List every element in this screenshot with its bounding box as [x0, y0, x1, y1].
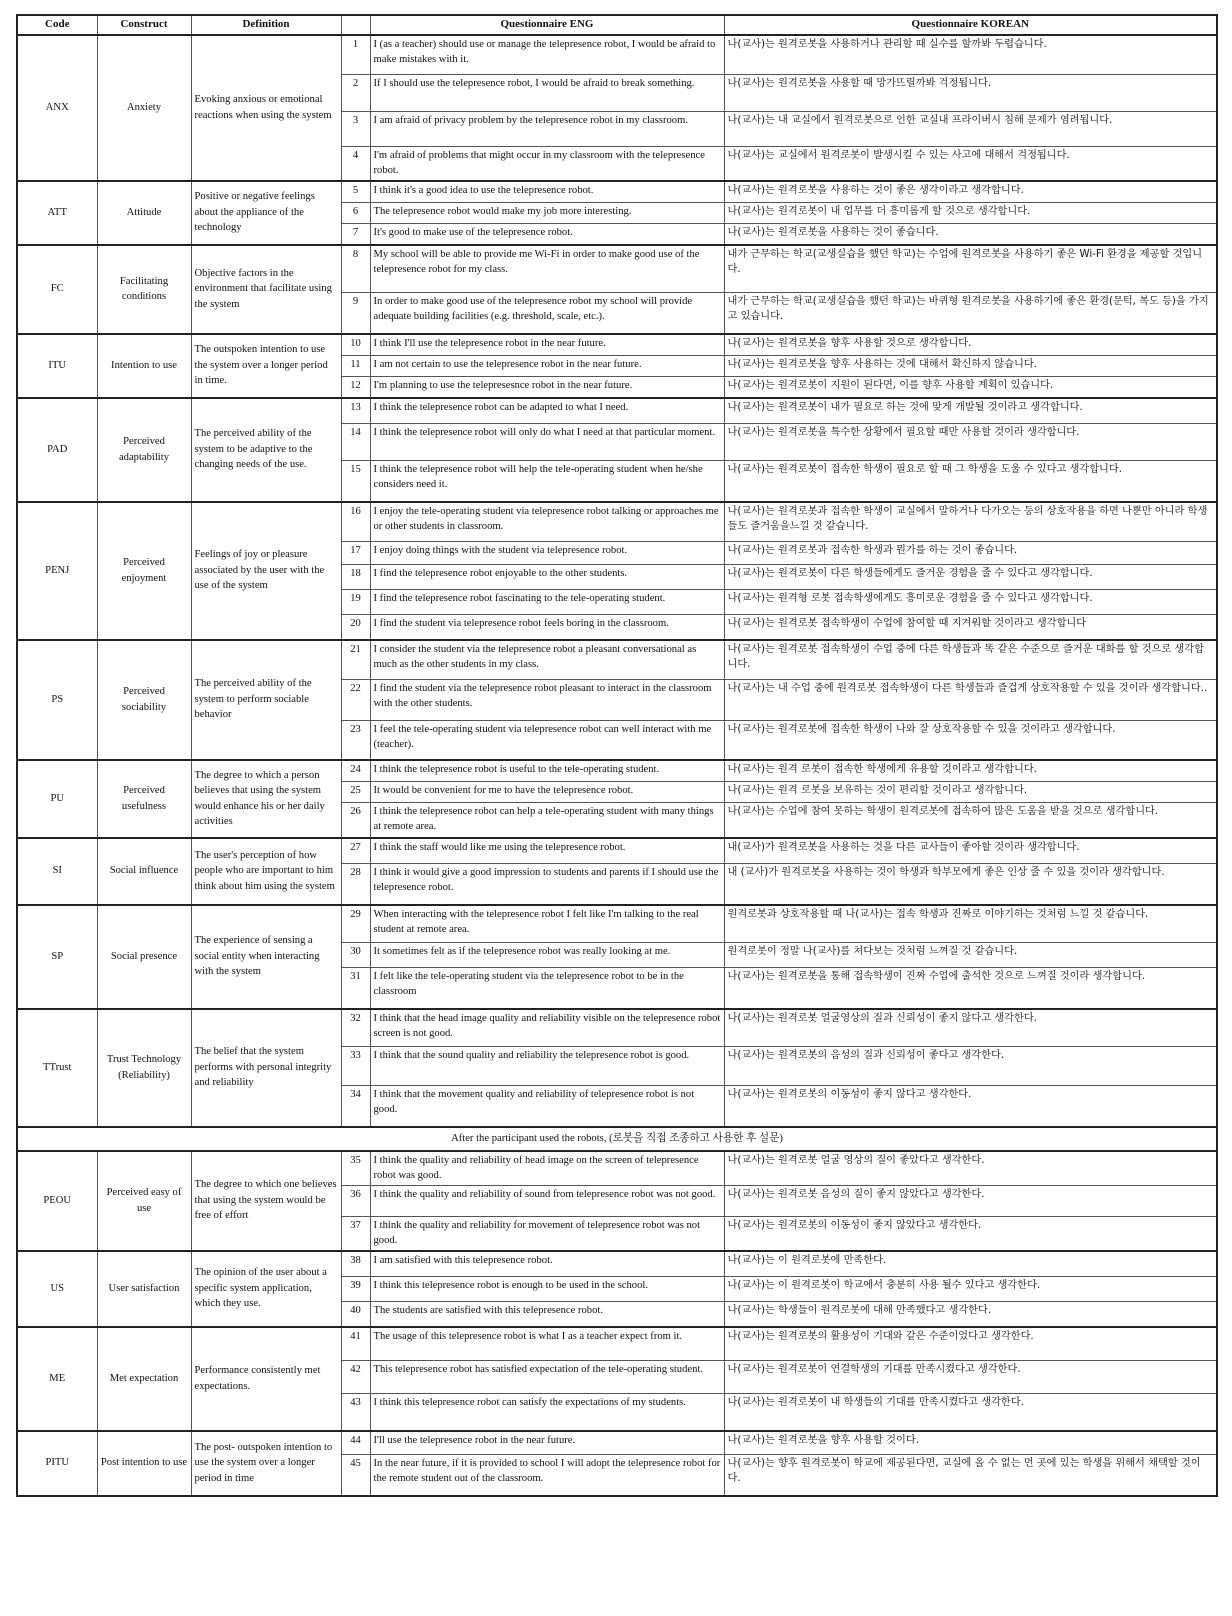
item-number: 29: [341, 905, 370, 943]
questionnaire-item-row: [17, 398, 1217, 424]
item-korean-text: 나(교사)는 원격 로봇이 접속한 학생에게 유용할 것이라고 생각합니다.: [724, 760, 1217, 782]
header-construct: Construct: [97, 15, 191, 35]
construct-code: PU: [17, 760, 97, 838]
section-note-row: [17, 1127, 1217, 1151]
item-number: 16: [341, 502, 370, 542]
item-korean-text: 나(교사)는 원격로봇이 내 업무를 더 흥미롭게 할 것으로 생각합니다.: [724, 202, 1217, 223]
construct-definition: The perceived ability of the system to perform sociable behavior: [191, 640, 341, 760]
construct-name: Social influence: [97, 838, 191, 905]
construct-name: Intention to use: [97, 334, 191, 398]
item-korean-text: 나(교사)는 원격형 로봇 접속학생에게도 흥미로운 경험을 줄 수 있다고 생각합니다.: [724, 589, 1217, 614]
questionnaire-item-row: [17, 502, 1217, 542]
item-number: 3: [341, 111, 370, 146]
construct-name: Perceived easy of use: [97, 1151, 191, 1251]
header-code: Code: [17, 15, 97, 35]
item-number: 7: [341, 223, 370, 245]
item-english-text: I consider the student via the telepresence robot a pleasant conversational as much as the other students in my class.: [370, 640, 724, 680]
item-korean-text: 나(교사)는 원격로봇의 활용성이 기대와 같은 수준이었다고 생각한다.: [724, 1327, 1217, 1361]
header-questionnaire-korean: Questionnaire KOREAN: [724, 15, 1217, 35]
item-english-text: When interacting with the telepresence robot I felt like I'm talking to the real student at remote area.: [370, 905, 724, 943]
item-english-text: I think this telepresence robot is enough to be used in the school.: [370, 1276, 724, 1301]
questionnaire-item-row: [17, 905, 1217, 943]
item-number: 27: [341, 838, 370, 864]
item-korean-text: 나(교사)는 원격로봇을 통해 접속학생이 진짜 수업에 출석한 것으로 느껴질 것이라 생각합니다.: [724, 967, 1217, 1009]
questionnaire-item-row: [17, 181, 1217, 203]
item-english-text: I think this telepresence robot can satisfy the expectations of my students.: [370, 1393, 724, 1431]
item-number: 19: [341, 589, 370, 614]
item-korean-text: 나(교사)는 원격로봇을 향후 사용할 것으로 생각합니다.: [724, 334, 1217, 356]
item-english-text: I find the telepresence robot enjoyable to the other students.: [370, 564, 724, 589]
construct-code: PITU: [17, 1431, 97, 1496]
construct-code: ME: [17, 1327, 97, 1431]
header-definition: Definition: [191, 15, 341, 35]
item-korean-text: 나(교사)는 원격로봇을 사용하거나 관리할 때 실수를 할까봐 두렵습니다.: [724, 35, 1217, 75]
construct-name: Trust Technology (Reliability): [97, 1009, 191, 1127]
item-korean-text: 나(교사)는 수업에 참여 못하는 학생이 원격로봇에 접속하여 많은 도움을 받을 것으로 생각합니다.: [724, 802, 1217, 838]
item-english-text: I am not certain to use the telepresence robot in the near future.: [370, 355, 724, 376]
item-korean-text: 내가 근무하는 학교(교생실습을 했던 학교)는 바퀴형 원격로봇을 사용하기에 좋은 환경(문턱, 복도 등)을 가지고 있습니다.: [724, 292, 1217, 334]
item-korean-text: 나(교사)는 원격로봇의 음성의 질과 신뢰성이 좋다고 생각한다.: [724, 1046, 1217, 1085]
item-english-text: I think the quality and reliability for movement of telepresence robot was not good.: [370, 1216, 724, 1251]
item-korean-text: 나(교사)는 원격로봇이 연결학생의 기대를 만족시켰다고 생각한다.: [724, 1360, 1217, 1393]
item-english-text: This telepresence robot has satisfied expectation of the tele-operating student.: [370, 1360, 724, 1393]
item-korean-text: 나(교사)는 원격로봇 접속학생이 수업에 참여할 때 지겨워할 것이라고 생각합니다: [724, 614, 1217, 640]
header-questionnaire-eng: Questionnaire ENG: [370, 15, 724, 35]
item-number: 4: [341, 146, 370, 181]
construct-code: PEOU: [17, 1151, 97, 1251]
item-korean-text: 나(교사)는 원격로봇을 사용하는 것이 좋습니다.: [724, 223, 1217, 245]
construct-definition: The opinion of the user about a specific system application, which they use.: [191, 1251, 341, 1327]
item-korean-text: 원격로봇이 정말 나(교사)를 쳐다보는 것처럼 느껴질 것 같습니다.: [724, 942, 1217, 967]
item-english-text: If I should use the telepresence robot, I would be afraid to break something.: [370, 74, 724, 111]
item-english-text: I think the telepresence robot will only do what I need at that particular moment.: [370, 423, 724, 460]
item-korean-text: 나(교사)는 원격로봇이 접속한 학생이 필요로 할 때 그 학생을 도울 수 있다고 생각합니다.: [724, 460, 1217, 502]
item-korean-text: 나(교사)는 원격로봇 음성의 질이 좋지 않았다고 생각한다.: [724, 1185, 1217, 1216]
item-korean-text: 나(교사)는 원격로봇과 접속한 학생과 뭔가를 하는 것이 좋습니다.: [724, 541, 1217, 564]
questionnaire-item-row: [17, 1327, 1217, 1361]
item-english-text: I think the quality and reliability of sound from telepresence robot was not good.: [370, 1185, 724, 1216]
item-english-text: I'll use the telepresence robot in the near future.: [370, 1431, 724, 1455]
item-korean-text: 나(교사)는 원격 로봇을 보유하는 것이 편리할 것이라고 생각합니다.: [724, 781, 1217, 802]
item-english-text: It's good to make use of the telepresence robot.: [370, 223, 724, 245]
item-english-text: I think the telepresence robot can help a tele-operating student with many things at remote area.: [370, 802, 724, 838]
construct-definition: The post- outspoken intention to use the system over a longer period in time: [191, 1431, 341, 1496]
item-korean-text: 나(교사)는 교실에서 원격로봇이 발생시킬 수 있는 사고에 대해서 걱정됩니다.: [724, 146, 1217, 181]
questionnaire-item-row: [17, 1251, 1217, 1277]
item-number: 2: [341, 74, 370, 111]
item-english-text: I think that the sound quality and reliability the telepresence robot is good.: [370, 1046, 724, 1085]
header-number: [341, 15, 370, 35]
questionnaire-item-row: [17, 334, 1217, 356]
questionnaire-item-row: [17, 1151, 1217, 1186]
item-number: 36: [341, 1185, 370, 1216]
item-english-text: I think the staff would like me using the telepresence robot.: [370, 838, 724, 864]
item-english-text: I think the telepresence robot will help the tele-operating student when he/she considers need it.: [370, 460, 724, 502]
item-korean-text: 나(교사)는 내 교실에서 원격로봇으로 인한 교실내 프라이버시 침해 문제가 염려됩니다.: [724, 111, 1217, 146]
questionnaire-item-row: [17, 1431, 1217, 1455]
construct-definition: The belief that the system performs with personal integrity and reliability: [191, 1009, 341, 1127]
construct-definition: Positive or negative feelings about the appliance of the technology: [191, 181, 341, 245]
construct-name: Social presence: [97, 905, 191, 1009]
item-english-text: I think I'll use the telepresence robot in the near future.: [370, 334, 724, 356]
construct-definition: Feelings of joy or pleasure associated by the user with the use of the system: [191, 502, 341, 640]
item-english-text: I felt like the tele-operating student via the telepresence robot to be in the classroom: [370, 967, 724, 1009]
item-number: 8: [341, 245, 370, 293]
item-number: 39: [341, 1276, 370, 1301]
item-english-text: I find the student via the telepresence robot pleasant to interact in the classroom with the other students.: [370, 679, 724, 720]
item-english-text: It would be convenient for me to have the telepresence robot.: [370, 781, 724, 802]
questionnaire-item-row: [17, 838, 1217, 864]
item-number: 35: [341, 1151, 370, 1186]
item-english-text: I enjoy doing things with the student via telepresence robot.: [370, 541, 724, 564]
item-number: 42: [341, 1360, 370, 1393]
item-korean-text: 나(교사)는 원격로봇을 특수한 상황에서 필요할 때만 사용할 것이라 생각합니다.: [724, 423, 1217, 460]
item-number: 33: [341, 1046, 370, 1085]
item-korean-text: 나(교사)는 이 원격로봇에 만족한다.: [724, 1251, 1217, 1277]
item-number: 31: [341, 967, 370, 1009]
construct-definition: The degree to which one believes that using the system would be free of effort: [191, 1151, 341, 1251]
item-korean-text: 나(교사)는 원격로봇 얼굴영상의 질과 신뢰성이 좋지 않다고 생각한다.: [724, 1009, 1217, 1047]
item-korean-text: 나(교사)는 원격로봇을 사용하는 것이 좋은 생각이라고 생각합니다.: [724, 181, 1217, 203]
questionnaire-item-row: [17, 640, 1217, 680]
questionnaire-table: [16, 14, 1218, 1497]
item-number: 12: [341, 376, 370, 398]
construct-name: Perceived usefulness: [97, 760, 191, 838]
item-english-text: In order to make good use of the telepresence robot my school will provide adequate building facilities (e.g. threshold, scale, etc.).: [370, 292, 724, 334]
construct-code: SP: [17, 905, 97, 1009]
item-korean-text: 나(교사)는 원격로봇이 내 학생들의 기대를 만족시켰다고 생각한다.: [724, 1393, 1217, 1431]
construct-name: Anxiety: [97, 35, 191, 181]
item-english-text: I'm planning to use the telepresesnce robot in the near future.: [370, 376, 724, 398]
item-english-text: In the near future, if it is provided to school I will adopt the telepresence robot for the remote student out of the classroom.: [370, 1454, 724, 1496]
questionnaire-document: [16, 14, 1216, 1497]
item-korean-text: 원격로봇과 상호작용할 때 나(교사)는 접속 학생과 진짜로 이야기하는 것처럼 느낄 것 같습니다.: [724, 905, 1217, 943]
item-number: 30: [341, 942, 370, 967]
item-korean-text: 나(교사)는 원격로봇에 접속한 학생이 나와 잘 상호작용할 수 있을 것이라고 생각합니다.: [724, 720, 1217, 760]
item-korean-text: 나(교사)는 원격로봇을 사용할 때 망가뜨릴까봐 걱정됩니다.: [724, 74, 1217, 111]
item-number: 24: [341, 760, 370, 782]
item-korean-text: 나(교사)는 원격로봇이 지원이 된다면, 이를 향후 사용할 계획이 있습니다.: [724, 376, 1217, 398]
pre-use-section: [17, 35, 1217, 1127]
item-number: 28: [341, 863, 370, 905]
item-korean-text: 나(교사)는 원격로봇의 이동성이 좋지 않다고 생각한다.: [724, 1085, 1217, 1127]
item-korean-text: 나(교사)는 원격로봇을 향후 사용할 것이다.: [724, 1431, 1217, 1455]
item-korean-text: 나(교사)는 이 원격로봇이 학교에서 충분히 사용 될수 있다고 생각한다.: [724, 1276, 1217, 1301]
item-english-text: The students are satisfied with this telepresence robot.: [370, 1301, 724, 1327]
item-korean-text: 내가 근무하는 학교(교생실습을 했던 학교)는 수업에 원격로봇을 사용하기 좋은 Wi-Fi 환경을 제공할 것입니다.: [724, 245, 1217, 293]
item-english-text: I find the telepresence robot fascinating to the tele-operating student.: [370, 589, 724, 614]
construct-definition: The experience of sensing a social entity when interacting with the system: [191, 905, 341, 1009]
construct-code: PAD: [17, 398, 97, 502]
construct-name: User satisfaction: [97, 1251, 191, 1327]
header-row: [17, 15, 1217, 35]
item-number: 18: [341, 564, 370, 589]
item-korean-text: 나(교사)는 원격로봇이 내가 필요로 하는 것에 맞게 개발될 것이라고 생각합니다.: [724, 398, 1217, 424]
item-number: 5: [341, 181, 370, 203]
item-korean-text: 나(교사)는 원격로봇 얼굴 영상의 질이 좋았다고 생각한다.: [724, 1151, 1217, 1186]
item-english-text: I'm afraid of problems that might occur in my classroom with the telepresence robot.: [370, 146, 724, 181]
item-number: 22: [341, 679, 370, 720]
item-english-text: I enjoy the tele-operating student via telepresence robot talking or approaches me or other students in classroom.: [370, 502, 724, 542]
item-english-text: The usage of this telepresence robot is what I as a teacher expect from it.: [370, 1327, 724, 1361]
item-number: 26: [341, 802, 370, 838]
item-english-text: My school will be able to provide me Wi-Fi in order to make good use of the telepresence robot for my class.: [370, 245, 724, 293]
construct-code: ATT: [17, 181, 97, 245]
construct-name: Attitude: [97, 181, 191, 245]
construct-definition: Objective factors in the environment that facilitate using the system: [191, 245, 341, 334]
item-number: 20: [341, 614, 370, 640]
section-note: After the participant used the robots, (로봇을 직접 조종하고 사용한 후 설문): [17, 1127, 1217, 1151]
construct-name: Perceived adaptability: [97, 398, 191, 502]
item-number: 1: [341, 35, 370, 75]
item-korean-text: 내 (교사)가 원격로봇을 사용하는 것이 학생과 학부모에게 좋은 인상 줄 수 있을 것이라 생각합니다.: [724, 863, 1217, 905]
item-number: 13: [341, 398, 370, 424]
construct-code: TTrust: [17, 1009, 97, 1127]
item-number: 44: [341, 1431, 370, 1455]
item-english-text: I think that the movement quality and reliability of telepresence robot is not good.: [370, 1085, 724, 1127]
item-number: 15: [341, 460, 370, 502]
construct-code: FC: [17, 245, 97, 334]
construct-code: ANX: [17, 35, 97, 181]
item-english-text: I think the telepresence robot is useful to the tele-operating student.: [370, 760, 724, 782]
item-korean-text: 나(교사)는 원격로봇의 이동성이 좋지 않았다고 생각한다.: [724, 1216, 1217, 1251]
item-number: 37: [341, 1216, 370, 1251]
questionnaire-item-row: [17, 35, 1217, 75]
construct-definition: Evoking anxious or emotional reactions when using the system: [191, 35, 341, 181]
construct-name: Post intention to use: [97, 1431, 191, 1496]
item-english-text: It sometimes felt as if the telepresence robot was really looking at me.: [370, 942, 724, 967]
construct-code: PENJ: [17, 502, 97, 640]
construct-definition: The degree to which a person believes that using the system would enhance his or her daily activities: [191, 760, 341, 838]
construct-code: PS: [17, 640, 97, 760]
questionnaire-item-row: [17, 1009, 1217, 1047]
item-korean-text: 나(교사)는 원격로봇이 다른 학생들에게도 즐거운 경험을 줄 수 있다고 생각합니다.: [724, 564, 1217, 589]
item-korean-text: 나(교사)는 원격로봇 접속학생이 수업 중에 다른 학생들과 똑 같은 수준으로 즐거운 대화를 할 것으로 생각합니다.: [724, 640, 1217, 680]
item-number: 25: [341, 781, 370, 802]
item-english-text: I think the quality and reliability of head image on the screen of telepresence robot was good.: [370, 1151, 724, 1186]
item-english-text: I am satisfied with this telepresence robot.: [370, 1251, 724, 1277]
item-number: 38: [341, 1251, 370, 1277]
item-korean-text: 나(교사)는 향후 원격로봇이 학교에 제공된다면, 교실에 올 수 없는 먼 곳에 있는 학생을 위해서 채택할 것이다.: [724, 1454, 1217, 1496]
item-korean-text: 나(교사)는 학생들이 원격로봇에 대해 만족했다고 생각한다.: [724, 1301, 1217, 1327]
item-english-text: I think it would give a good impression to students and parents if I should use the telepresence robot.: [370, 863, 724, 905]
item-number: 23: [341, 720, 370, 760]
item-number: 45: [341, 1454, 370, 1496]
item-korean-text: 나(교사)는 내 수업 중에 원격로봇 접속학생이 다른 학생들과 즐겁게 상호작용할 수 있을 것이라 생각합니다..: [724, 679, 1217, 720]
construct-code: US: [17, 1251, 97, 1327]
item-number: 6: [341, 202, 370, 223]
post-use-section: [17, 1151, 1217, 1496]
construct-name: Perceived enjoyment: [97, 502, 191, 640]
item-number: 17: [341, 541, 370, 564]
item-korean-text: 나(교사)는 원격로봇과 접속한 학생이 교실에서 말하거나 다가오는 등의 상호작용을 하면 나뿐만 아니라 학생들도 즐거움을느낄 것 같습니다.: [724, 502, 1217, 542]
construct-name: Facilitating conditions: [97, 245, 191, 334]
note-section: [17, 1127, 1217, 1151]
item-english-text: I (as a teacher) should use or manage the telepresence robot, I would be afraid to make mistakes with it.: [370, 35, 724, 75]
item-korean-text: 나(교사)는 원격로봇을 향후 사용하는 것에 대해서 확신하지 않습니다.: [724, 355, 1217, 376]
item-english-text: I think the telepresence robot can be adapted to what I need.: [370, 398, 724, 424]
questionnaire-item-row: [17, 245, 1217, 293]
construct-definition: The perceived ability of the system to be adaptive to the changing needs of the use.: [191, 398, 341, 502]
construct-name: Met expectation: [97, 1327, 191, 1431]
item-number: 41: [341, 1327, 370, 1361]
item-english-text: I think it's a good idea to use the telepresence robot.: [370, 181, 724, 203]
construct-code: ITU: [17, 334, 97, 398]
construct-definition: The user's perception of how people who are important to him think about him using the system: [191, 838, 341, 905]
construct-definition: Performance consistently met expectations.: [191, 1327, 341, 1431]
item-number: 14: [341, 423, 370, 460]
item-english-text: The telepresence robot would make my job more interesting.: [370, 202, 724, 223]
item-number: 43: [341, 1393, 370, 1431]
item-number: 21: [341, 640, 370, 680]
construct-name: Perceived sociability: [97, 640, 191, 760]
item-korean-text: 내(교사)가 원격로봇을 사용하는 것을 다른 교사들이 좋아할 것이라 생각합니다.: [724, 838, 1217, 864]
construct-code: SI: [17, 838, 97, 905]
item-number: 11: [341, 355, 370, 376]
item-english-text: I find the student via telepresence robot feels boring in the classroom.: [370, 614, 724, 640]
questionnaire-item-row: [17, 760, 1217, 782]
item-number: 9: [341, 292, 370, 334]
construct-definition: The outspoken intention to use the system over a longer period in time.: [191, 334, 341, 398]
item-number: 40: [341, 1301, 370, 1327]
item-english-text: I feel the tele-operating student via telepresence robot can well interact with me (teacher).: [370, 720, 724, 760]
item-english-text: I am afraid of privacy problem by the telepresence robot in my classroom.: [370, 111, 724, 146]
item-number: 10: [341, 334, 370, 356]
item-number: 32: [341, 1009, 370, 1047]
item-number: 34: [341, 1085, 370, 1127]
item-english-text: I think that the head image quality and reliability visible on the telepresence robot screen is not good.: [370, 1009, 724, 1047]
